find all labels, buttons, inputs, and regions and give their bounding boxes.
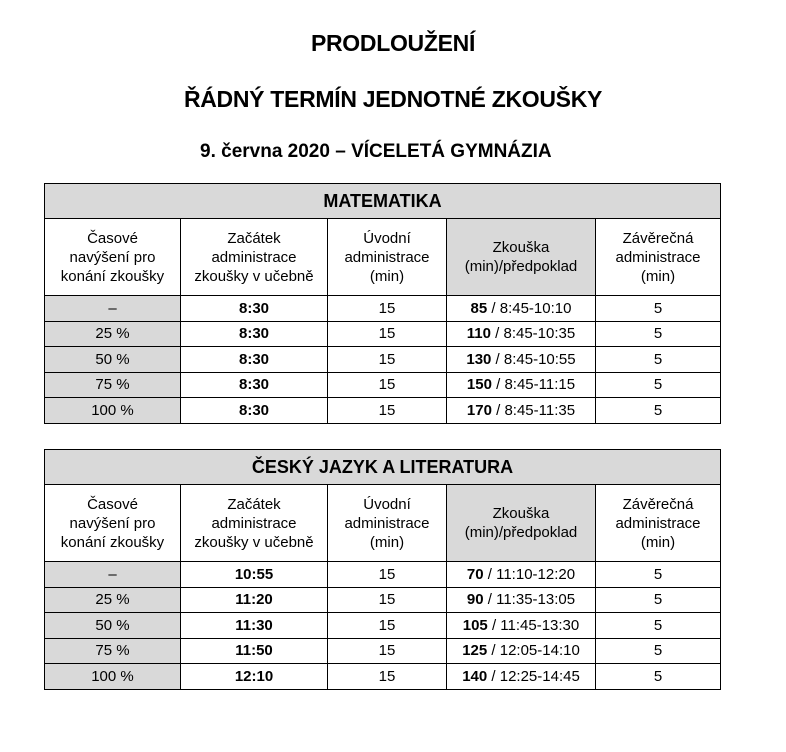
column-header-line: administrace [344, 248, 430, 266]
exam-duration [447, 613, 596, 639]
time-increase: 100 % [45, 664, 181, 690]
intro-minutes: 15 [328, 398, 447, 424]
column-header-line: (min) [640, 267, 676, 285]
exam-duration [447, 562, 596, 588]
table-row [45, 372, 721, 398]
start-time-value: 12:10 [234, 667, 274, 685]
exam-duration [447, 398, 596, 424]
final-minutes: 5 [596, 321, 721, 347]
start-time-value: 8:30 [238, 376, 270, 394]
table-title: MATEMATIKA [45, 184, 721, 219]
column-header-line: Závěrečná [622, 229, 694, 247]
exam-duration [447, 321, 596, 347]
intro-minutes: 15 [328, 562, 447, 588]
column-header-line: (min)/předpoklad [464, 524, 578, 541]
start-time [181, 296, 328, 322]
final-minutes: 5 [596, 664, 721, 690]
start-time-value: 11:30 [235, 616, 273, 634]
table-row [45, 638, 721, 664]
exam-minutes: 170 [466, 401, 492, 419]
column-header [447, 485, 596, 562]
table-row [45, 562, 721, 588]
start-time-value: 11:50 [235, 642, 273, 660]
exam-duration [447, 587, 596, 613]
exam-minutes: 130 [466, 350, 492, 368]
final-minutes: 5 [596, 587, 721, 613]
start-time [181, 613, 328, 639]
start-time-value: 8:30 [238, 325, 270, 343]
column-header-line: konání zkoušky [60, 533, 165, 551]
column-header-line: Zkouška [492, 505, 550, 522]
table-row [45, 347, 721, 373]
start-time [181, 398, 328, 424]
start-time [181, 347, 328, 373]
start-time [181, 587, 328, 613]
intro-minutes: 15 [328, 347, 447, 373]
exam-duration [447, 347, 596, 373]
exam-time-range: / 8:45-11:35 [491, 401, 576, 419]
column-header-line: navýšení pro [69, 514, 156, 532]
column-header-line: Časové [87, 495, 138, 513]
exam-time-range: / 11:35-13:05 [483, 591, 576, 609]
document-subtitle: ŘÁDNÝ TERMÍN JEDNOTNÉ ZKOUŠKY [183, 86, 603, 112]
table-row [45, 613, 721, 639]
exam-duration [447, 296, 596, 322]
column-header-line: konání zkoušky [60, 267, 165, 285]
exam-minutes: 125 [462, 642, 488, 660]
time-increase: 75 % [45, 638, 181, 664]
exam-time-range: / 8:45-10:10 [487, 299, 572, 317]
start-time [181, 562, 328, 588]
exam-minutes: 105 [462, 616, 488, 634]
column-header-line: Úvodní [363, 495, 411, 513]
exam-time-range: / 8:45-10:35 [490, 325, 576, 343]
exam-time-range: / 12:25-14:45 [487, 667, 580, 685]
column-header-line: zkoušky v učebně [194, 267, 314, 285]
exam-minutes: 70 [466, 565, 484, 583]
final-minutes: 5 [596, 372, 721, 398]
column-header-line: Začátek [227, 229, 281, 247]
column-header-line: Úvodní [363, 229, 411, 247]
column-header [328, 485, 447, 562]
time-increase: 50 % [45, 347, 181, 373]
table-row [45, 296, 721, 322]
column-header [328, 219, 447, 296]
final-minutes: 5 [596, 638, 721, 664]
exam-time-range: / 12:05-14:10 [487, 642, 580, 660]
intro-minutes: 15 [328, 613, 447, 639]
table-row [45, 398, 721, 424]
column-header [181, 219, 328, 296]
column-header-line: Časové [87, 229, 138, 247]
time-increase: 100 % [45, 398, 181, 424]
table-row [45, 587, 721, 613]
start-time [181, 664, 328, 690]
intro-minutes: 15 [328, 296, 447, 322]
final-minutes: 5 [596, 398, 721, 424]
column-header-line: zkoušky v učebně [194, 533, 314, 551]
exam-duration [447, 664, 596, 690]
schedule-table [44, 449, 721, 690]
column-header [596, 219, 721, 296]
column-header-line: administrace [211, 514, 297, 532]
start-time [181, 321, 328, 347]
final-minutes: 5 [596, 613, 721, 639]
time-increase: 50 % [45, 613, 181, 639]
column-header-line: (min)/předpoklad [464, 258, 578, 275]
intro-minutes: 15 [328, 638, 447, 664]
final-minutes: 5 [596, 562, 721, 588]
table-title: ČESKÝ JAZYK A LITERATURA [45, 450, 721, 485]
exam-minutes: 85 [470, 299, 488, 317]
intro-minutes: 15 [328, 664, 447, 690]
start-time-value: 10:55 [234, 565, 274, 583]
exam-duration [447, 638, 596, 664]
column-header-line: administrace [615, 514, 701, 532]
column-header [447, 219, 596, 296]
time-increase: 25 % [45, 587, 181, 613]
exam-time-range: / 11:10-12:20 [483, 565, 576, 583]
column-header [45, 485, 181, 562]
exam-minutes: 140 [462, 667, 488, 685]
start-time [181, 372, 328, 398]
time-increase: – [45, 296, 181, 322]
exam-minutes: 90 [466, 591, 484, 609]
column-header [596, 485, 721, 562]
time-increase: 25 % [45, 321, 181, 347]
intro-minutes: 15 [328, 372, 447, 398]
column-header-line: administrace [344, 514, 430, 532]
exam-time-range: / 8:45-10:55 [491, 350, 576, 368]
exam-minutes: 150 [466, 376, 492, 394]
column-header-line: (min) [369, 267, 405, 285]
column-header [45, 219, 181, 296]
column-header-line: Zkouška [492, 239, 550, 256]
start-time [181, 638, 328, 664]
table-row [45, 664, 721, 690]
time-increase: – [45, 562, 181, 588]
column-header-line: administrace [211, 248, 297, 266]
final-minutes: 5 [596, 296, 721, 322]
column-header [181, 485, 328, 562]
table-row [45, 321, 721, 347]
final-minutes: 5 [596, 347, 721, 373]
exam-duration [447, 372, 596, 398]
column-header-line: administrace [615, 248, 701, 266]
time-increase: 75 % [45, 372, 181, 398]
column-header-line: (min) [369, 533, 405, 551]
intro-minutes: 15 [328, 587, 447, 613]
column-header-line: (min) [640, 533, 676, 551]
column-header-line: navýšení pro [69, 248, 156, 266]
exam-minutes: 110 [466, 325, 491, 343]
start-time-value: 8:30 [238, 401, 270, 419]
intro-minutes: 15 [328, 321, 447, 347]
column-header-line: Začátek [227, 495, 281, 513]
start-time-value: 11:20 [235, 591, 273, 609]
document-title: PRODLOUŽENÍ [310, 30, 476, 56]
exam-time-range: / 8:45-11:15 [491, 376, 576, 394]
start-time-value: 8:30 [238, 299, 270, 317]
column-header-line: Závěrečná [622, 495, 694, 513]
exam-date: 9. června 2020 – VÍCELETÁ GYMNÁZIA [200, 141, 552, 162]
start-time-value: 8:30 [238, 350, 270, 368]
exam-time-range: / 11:45-13:30 [487, 616, 580, 634]
schedule-table [44, 183, 721, 424]
